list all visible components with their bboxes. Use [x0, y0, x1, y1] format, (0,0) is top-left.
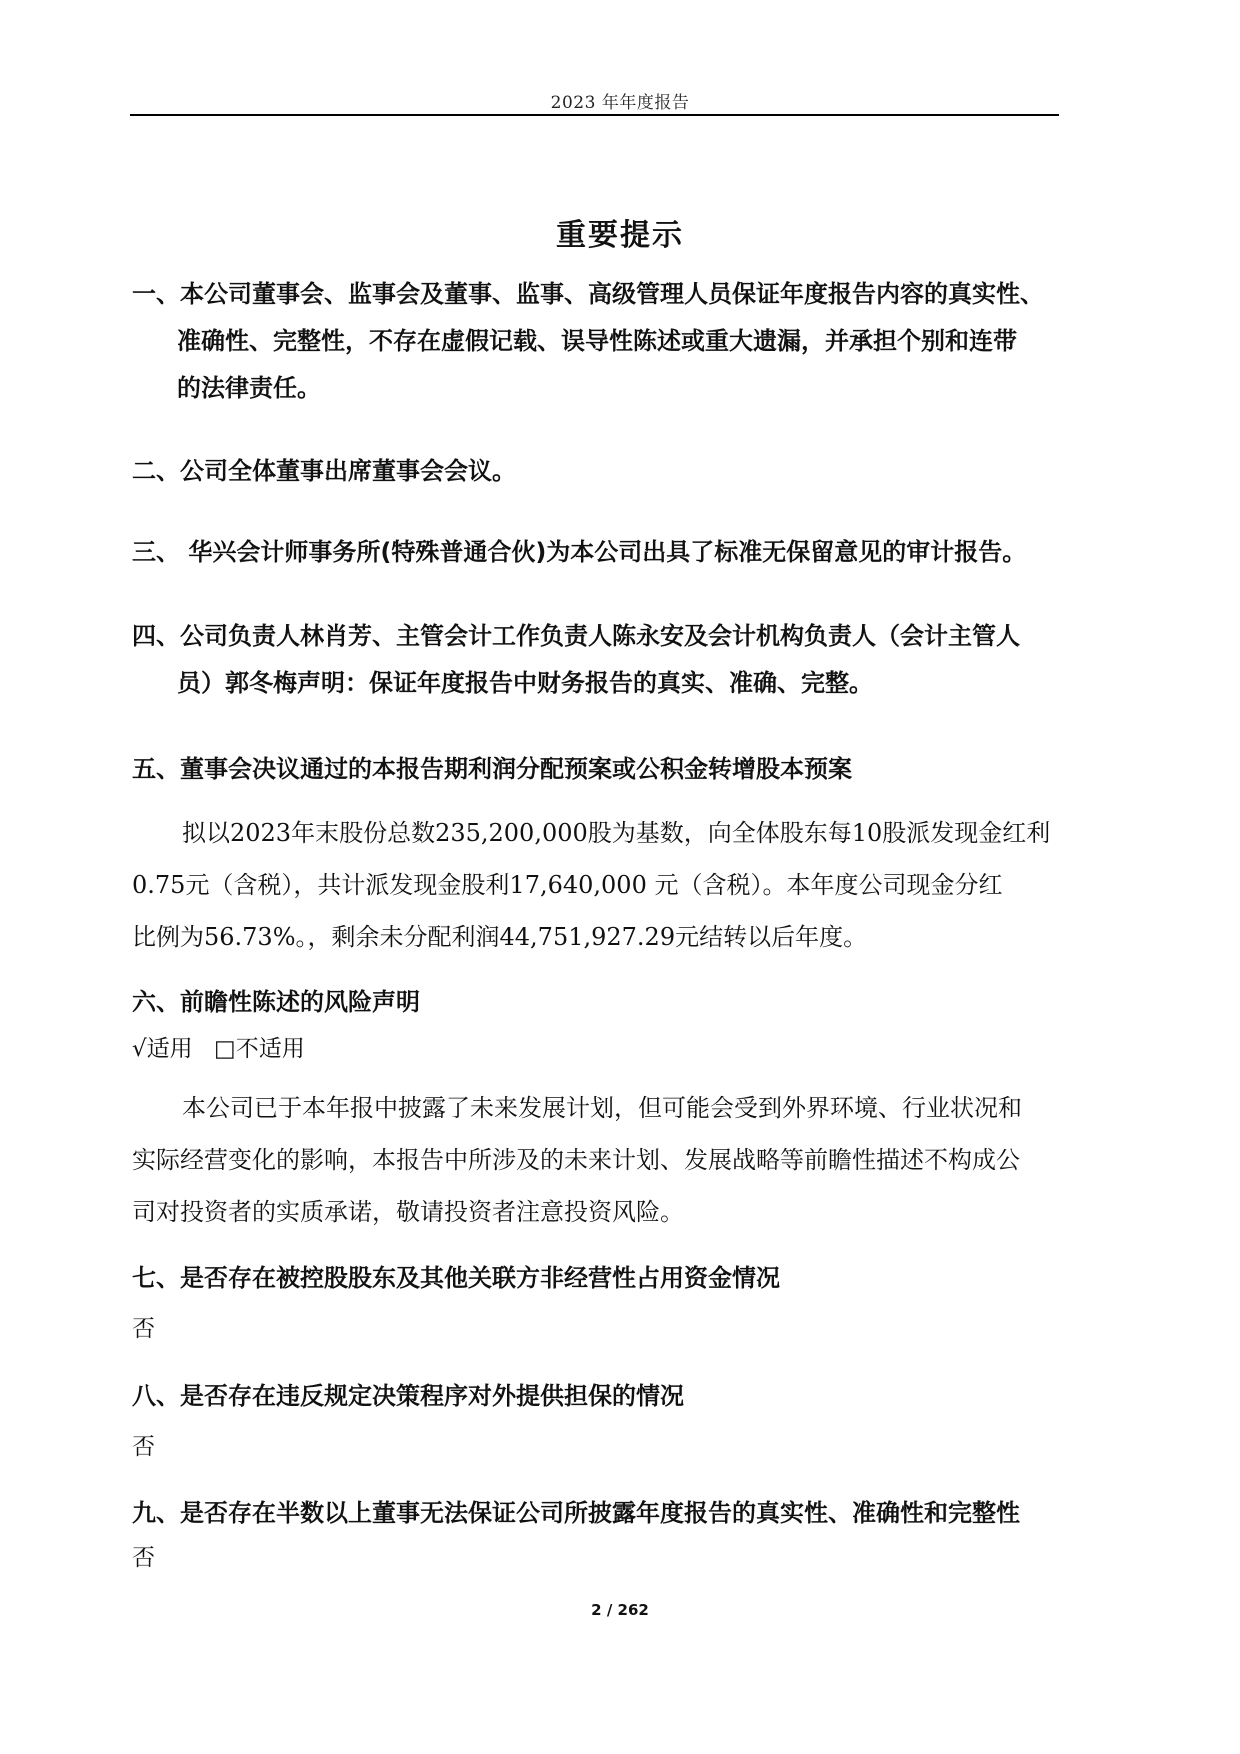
- header-rule: [130, 114, 1059, 116]
- section-4: [132, 613, 1060, 707]
- section-4-line-2: 员）郭冬梅声明：保证年度报告中财务报告的真实、准确、完整。: [177, 669, 873, 697]
- running-header: 2023 年年度报告: [550, 93, 690, 113]
- section-9-answer: 否: [132, 1545, 155, 1571]
- section-6-line-3: 司对投资者的实质承诺，敬请投资者注意投资风险。: [132, 1198, 684, 1226]
- section-6-line-1: 本公司已于本年报中披露了未来发展计划，但可能会受到外界环境、行业状况和: [182, 1094, 1022, 1122]
- section-3-text: 三、 华兴会计师事务所(特殊普通合伙)为本公司出具了标准无保留意见的审计报告。: [132, 538, 1027, 566]
- section-7-heading: 七、是否存在被控股股东及其他关联方非经营性占用资金情况: [132, 1264, 780, 1292]
- section-5-line-2: 0.75元（含税），共计派发现金股利17,640,000 元（含税）。本年度公司现金分红: [132, 871, 1003, 899]
- section-2-text: 二、公司全体董事出席董事会会议。: [132, 457, 516, 485]
- section-1-line-2: 准确性、完整性，不存在虚假记载、误导性陈述或重大遗漏，并承担个别和连带: [177, 327, 1017, 355]
- section-7-answer: 否: [132, 1316, 155, 1342]
- section-3: [132, 536, 1060, 568]
- section-5-paragraph: [132, 807, 1060, 963]
- section-1: [132, 271, 1060, 412]
- section-1-line-1: 一、本公司董事会、监事会及董事、监事、高级管理人员保证年度报告内容的真实性、: [132, 280, 1044, 308]
- page-number: 2 / 262: [591, 1601, 649, 1619]
- section-4-line-1: 四、公司负责人林肖芳、主管会计工作负责人陈永安及会计机构负责人（会计主管人: [132, 622, 1020, 650]
- section-8-answer: 否: [132, 1434, 155, 1460]
- section-1-line-3: 的法律责任。: [177, 374, 321, 402]
- applicability-options: [132, 1034, 305, 1064]
- section-2: [132, 455, 1060, 487]
- section-6-line-2: 实际经营变化的影响，本报告中所涉及的未来计划、发展战略等前瞻性描述不构成公: [132, 1146, 1020, 1174]
- option-not-applicable: □不适用: [213, 1036, 305, 1062]
- page-title: 重要提示: [556, 218, 684, 253]
- section-6-paragraph: [132, 1082, 1060, 1238]
- section-6-heading: 六、前瞻性陈述的风险声明: [132, 988, 420, 1016]
- section-8-heading: 八、是否存在违反规定决策程序对外提供担保的情况: [132, 1382, 684, 1410]
- section-9-heading: 九、是否存在半数以上董事无法保证公司所披露年度报告的真实性、准确性和完整性: [132, 1499, 1020, 1527]
- section-5-line-1: 拟以2023年末股份总数235,200,000股为基数，向全体股东每10股派发现金红利: [182, 819, 1051, 847]
- section-5-heading: 五、董事会决议通过的本报告期利润分配预案或公积金转增股本预案: [132, 755, 852, 783]
- option-applicable: √适用: [132, 1036, 193, 1062]
- section-5-line-3: 比例为56.73%。，剩余未分配利润44,751,927.29元结转以后年度。: [132, 923, 868, 951]
